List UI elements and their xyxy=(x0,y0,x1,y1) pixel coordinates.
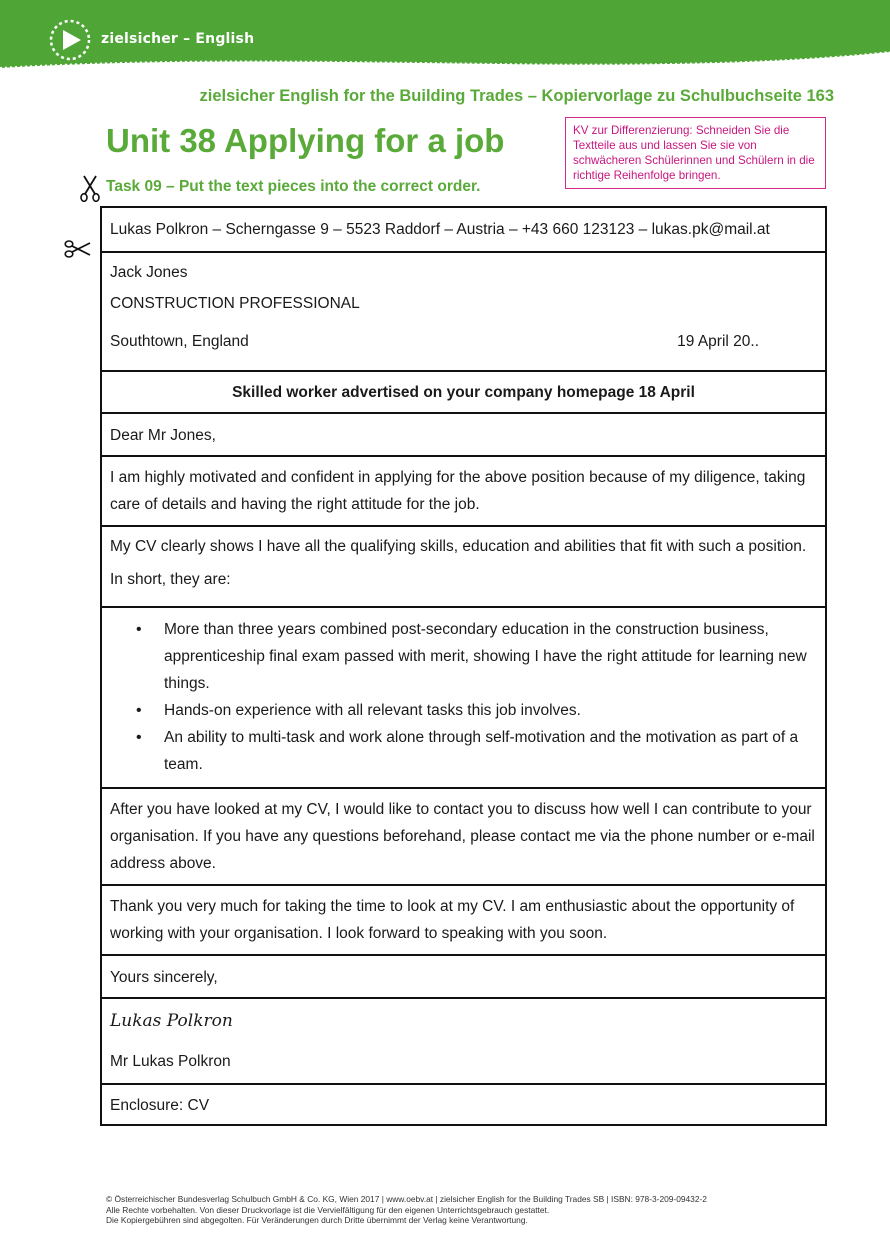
letter-date: 19 April 20.. xyxy=(677,333,759,350)
salutation: Dear Mr Jones, xyxy=(110,427,216,444)
task-title: Task 09 – Put the text pieces into the correct order. xyxy=(106,178,481,195)
list-item: • Hands-on experience with all relevant tasks this job involves. xyxy=(164,697,817,724)
signer-name: Mr Lukas Polkron xyxy=(110,1053,231,1070)
scissors-cut-line-icon xyxy=(64,239,92,259)
piece-salutation xyxy=(102,412,825,455)
paragraph-2-line-2: In short, they are: xyxy=(110,571,231,588)
brand-logo-text: zielsicher – English xyxy=(101,31,255,47)
footer-line-2: Alle Rechte vorbehalten. Von dieser Druckvorlage ist die Vervielfältigung für den eigenen Unterrichtsgebrauch gestattet. xyxy=(106,1204,550,1215)
recipient-company: CONSTRUCTION PROFESSIONAL xyxy=(110,295,360,312)
piece-recipient xyxy=(102,251,825,370)
scissors-icon xyxy=(79,174,101,202)
text-pieces-table xyxy=(100,206,827,1126)
piece-paragraph-2 xyxy=(102,525,825,606)
closing: Yours sincerely, xyxy=(110,969,218,986)
paragraph-3: After you have looked at my CV, I would like to contact you to discuss how well I can contribute to your organisation. If you have any questions beforehand, please contact me via the phone number or e-mail address above. xyxy=(110,801,815,872)
paragraph-2-line-1: My CV clearly shows I have all the qualifying skills, education and abilities that fit with such a position. xyxy=(110,538,807,555)
recipient-name: Jack Jones xyxy=(110,264,188,281)
piece-enclosure xyxy=(102,1083,825,1124)
list-item: • More than three years combined post-secondary education in the construction business, apprenticeship final exam passed with merit, showing I have the right attitude for learning new things. xyxy=(164,616,817,697)
unit-title: Unit 38 Applying for a job xyxy=(106,122,505,159)
footer-line-3: Die Kopiergebühren sind abgegolten. Für Veränderungen durch Dritte übernimmt der Verlag keine Verantwortung. xyxy=(106,1215,528,1225)
recipient-place: Southtown, England xyxy=(110,333,249,350)
piece-subject xyxy=(102,370,825,412)
piece-sender-address xyxy=(102,208,825,251)
piece-paragraph-1 xyxy=(102,455,825,525)
piece-paragraph-4 xyxy=(102,884,825,954)
differentiation-note: KV zur Differenzierung: Schneiden Sie die Textteile aus und lassen Sie sie von schwächeren Schülerinnen und Schülern in die richtige Reihenfolge bringen. xyxy=(565,117,826,189)
qualifications-list xyxy=(110,616,817,778)
handwritten-signature: Lukas Polkron xyxy=(110,1011,233,1031)
piece-paragraph-3 xyxy=(102,787,825,884)
piece-qualifications-list xyxy=(102,606,825,787)
sender-address: Lukas Polkron – Scherngasse 9 – 5523 Raddorf – Austria – +43 660 123123 – lukas.pk@mail.at xyxy=(110,221,770,238)
list-item: • An ability to multi-task and work alone through self-motivation and the motivation as part of a team. xyxy=(164,724,817,778)
subject-line: Skilled worker advertised on your company homepage 18 April xyxy=(232,384,695,401)
piece-signature xyxy=(102,997,825,1083)
footer-line-1: © Österreichischer Bundesverlag Schulbuch GmbH & Co. KG, Wien 2017 | www.oebv.at | zielsicher English for the Building Trades SB | ISBN: 978-3-209-09432-2 xyxy=(106,1194,707,1204)
paragraph-4: Thank you very much for taking the time to look at my CV. I am enthusiastic about the opportunity of working with your organisation. I look forward to speaking with you soon. xyxy=(110,898,795,942)
place-date-row xyxy=(110,323,817,361)
paragraph-1: I am highly motivated and confident in applying for the above position because of my diligence, taking care of details and having the right attitude for the job. xyxy=(110,469,806,513)
copyright-footer xyxy=(106,1194,707,1226)
piece-closing xyxy=(102,954,825,997)
page-subtitle: zielsicher English for the Building Trades – Kopiervorlage zu Schulbuchseite 163 xyxy=(199,87,834,105)
enclosure: Enclosure: CV xyxy=(110,1097,210,1114)
